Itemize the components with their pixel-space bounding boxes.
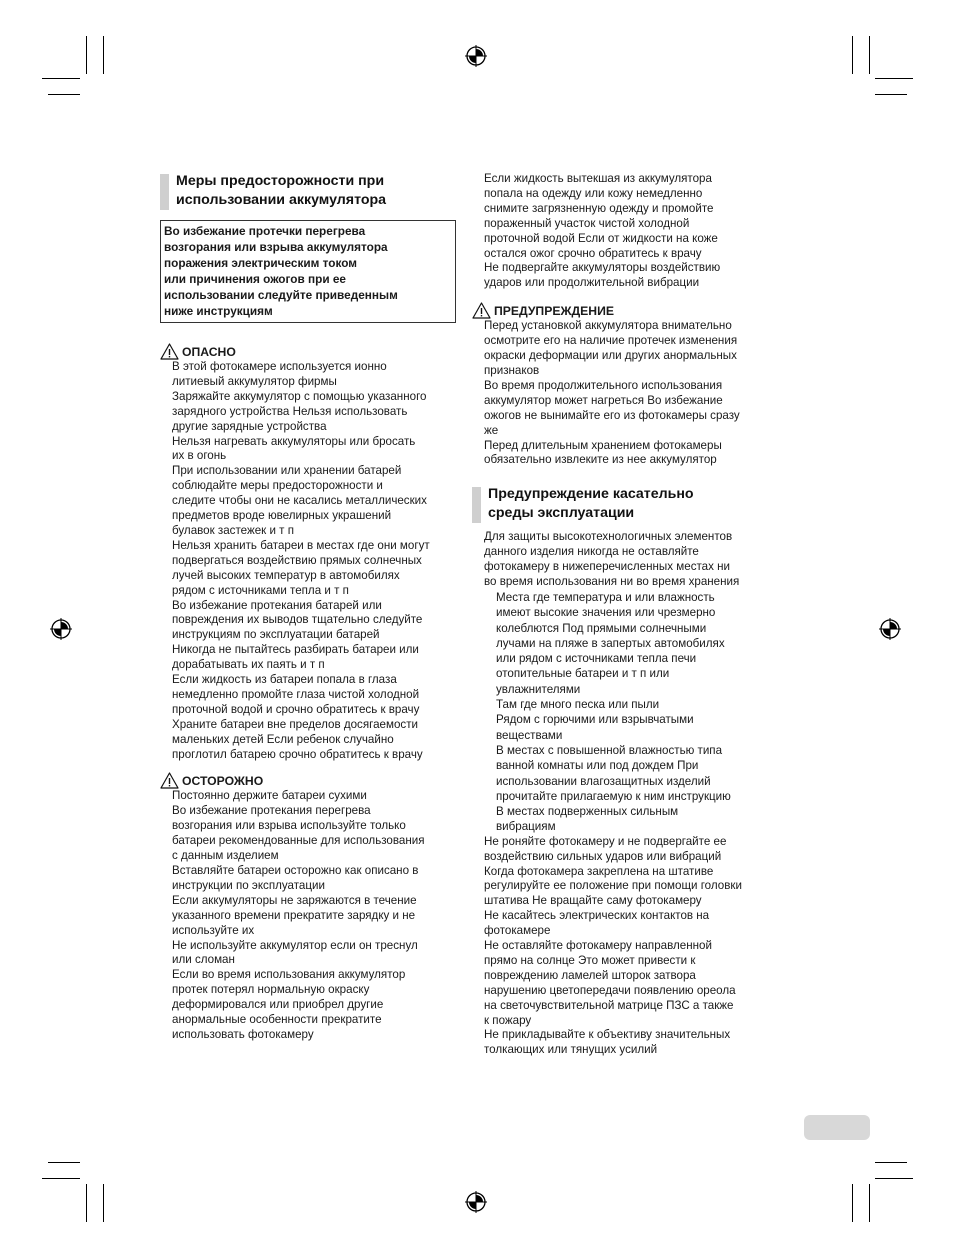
text-line: остался ожог срочно обратитесь к врачу	[484, 246, 702, 260]
text-line: колеблются Под прямыми солнечными	[496, 621, 707, 635]
warning-triangle-icon	[472, 302, 491, 319]
text-line: Не используйте аккумулятор если он треснул	[172, 938, 418, 952]
warning-heading	[472, 302, 772, 319]
text-line: на светочувствительной матрице ПЗС а также	[484, 998, 734, 1012]
text-line: нарушению цветопередачи появлению ореола	[484, 983, 736, 997]
text-line: Перед длительным хранением фотокамеры	[484, 438, 722, 452]
crop-mark	[875, 94, 907, 95]
text-line: ожогов не вынимайте его из фотокамеры сразу	[484, 408, 740, 422]
section-title-line: Меры предосторожности при	[176, 173, 385, 189]
text-line: признаков	[484, 363, 540, 377]
warning-triangle-icon	[160, 772, 179, 789]
text-line: обязательно извлеките из нее аккумулятор	[484, 453, 717, 467]
text-line: Если жидкость вытекшая из аккумулятора	[484, 172, 712, 185]
text-line: Не прикладывайте к объективу значительных	[484, 1028, 731, 1042]
text-line: воздействию сильных ударов или вибраций	[484, 849, 722, 863]
text-line: отопительные батареи и т п или	[496, 667, 670, 681]
crop-mark	[875, 78, 913, 79]
crop-mark	[42, 1178, 80, 1179]
crop-mark	[86, 1184, 87, 1222]
text-line: Во время продолжительного использования	[484, 378, 723, 392]
text-line: использовании влагозащитных изделий	[496, 774, 711, 788]
danger-list	[160, 360, 456, 762]
text-line: Перед установкой аккумулятора внимательно	[484, 319, 732, 333]
text-line: зарядного устройства Нельзя использовать	[172, 404, 408, 418]
text-line: прочитайте прилагаемую к ним инструкцию	[496, 789, 731, 803]
text-line: проточной водой и срочно обратитесь к врачу	[172, 702, 420, 716]
text-line: инструкциям по эксплуатации батарей	[172, 628, 380, 642]
box-line: или причинения ожогов при ее	[164, 272, 346, 286]
box-line: ниже инструкциям	[164, 304, 273, 318]
text-line: Если жидкость из батареи попала в глаза	[172, 673, 397, 687]
text-line: протек потерял нормальную окраску	[172, 983, 370, 997]
text-line: немедленно промойте глаза чистой холодной	[172, 687, 420, 701]
text-line: Вставляйте батареи осторожно как описано в	[172, 864, 419, 877]
registration-mark-icon	[465, 1191, 487, 1213]
text-line: Не касайтесь электрических контактов на	[484, 909, 710, 923]
text-line: инструкции по эксплуатации	[172, 878, 325, 892]
text-line: лучами на пляже в запертых автомобилях	[496, 636, 725, 650]
crop-mark	[875, 1178, 913, 1179]
text-line: рядом с источниками тепла и т п	[172, 583, 349, 597]
text-line: или рядом с источниками тепла печи	[496, 652, 697, 666]
text-line: проглотил батарею срочно обратитесь к врачу	[172, 747, 423, 761]
text-line: ванной комнаты или под дождем При	[496, 759, 699, 773]
text-line: Нельзя нагревать аккумуляторы или бросать	[172, 434, 416, 448]
text-line: булавок застежек и т п	[172, 523, 294, 537]
warning-triangle-icon	[160, 343, 179, 360]
section-title-battery	[160, 172, 456, 210]
text-line: с данным изделием	[172, 849, 279, 863]
text-line: штатива Не вращайте саму фотокамеру	[484, 894, 702, 908]
registration-mark-icon	[50, 618, 72, 640]
text-line: проточной водой Если от жидкости на коже	[484, 231, 718, 245]
registration-mark-icon	[879, 618, 901, 640]
danger-label: ОПАСНО	[182, 344, 236, 359]
text-line: деформировался или приобрел другие	[172, 998, 384, 1012]
text-line: пораженный участок чистой холодной	[484, 216, 690, 230]
box-line: Во избежание протечки перегрева	[164, 224, 366, 238]
environment-intro	[472, 530, 772, 590]
text-line: фотокамеру в нижеперечисленных местах ни	[484, 560, 731, 574]
text-line: Там где много песка или пыли	[496, 698, 660, 712]
text-line: маленьких детей Если ребенок случайно	[172, 732, 394, 746]
text-line: другие зарядные устройства	[172, 419, 327, 433]
text-line: Никогда не пытайтесь разбирать батареи или	[172, 643, 419, 657]
text-line: При использовании или хранении батарей	[172, 464, 402, 478]
text-line: Постоянно держите батареи сухими	[172, 789, 367, 803]
text-line: Во избежание протекания перегрева	[172, 804, 371, 818]
text-line: фотокамере	[484, 924, 551, 938]
section-title-line: использовании аккумулятора	[176, 192, 387, 208]
text-line: лучей высоких температур в автомобилях	[172, 568, 400, 582]
text-line: батареи рекомендованные для использования	[172, 834, 425, 848]
caution-list	[160, 789, 456, 1042]
text-line: повреждения их выводов тщательно следуйте	[172, 613, 423, 627]
text-line: Храните батареи вне пределов досягаемости	[172, 717, 419, 731]
text-line: к пожару	[484, 1013, 532, 1027]
warning-list	[472, 319, 772, 468]
text-line: Если во время использования аккумулятор	[172, 968, 406, 982]
text-line: дорабатывать их паять и т п	[172, 658, 325, 672]
text-line: во время использования ни во время хранения	[484, 575, 740, 589]
instruction-box	[160, 220, 456, 323]
text-line: аккумулятор может нагреться Во избежание	[484, 393, 723, 407]
box-line: возгорания или взрыва аккумулятора	[164, 240, 388, 254]
box-line: использовании следуйте приведенным	[164, 288, 398, 302]
text-line: увлажнителями	[496, 682, 581, 696]
crop-mark	[875, 1162, 907, 1163]
text-line: ударов или продолжительной вибрации	[484, 276, 700, 290]
crop-mark	[48, 1162, 80, 1163]
text-line: Места где температура и или влажность	[496, 590, 715, 604]
text-line: толкающих или тянущих усилий	[484, 1043, 658, 1057]
warning-label: ПРЕДУПРЕЖДЕНИЕ	[494, 303, 614, 318]
text-line: прямо на солнце Это может привести к	[484, 953, 696, 967]
crop-mark	[869, 1184, 870, 1222]
text-line: Для защиты высокотехнологичных элементов	[484, 530, 733, 544]
left-column	[160, 172, 456, 1043]
text-line: Нельзя хранить батареи в местах где они могут	[172, 538, 430, 552]
text-line: указанного времени прекратите зарядку и не	[172, 908, 416, 922]
text-line: возгорания или взрыва используйте только	[172, 819, 406, 833]
section-title-line: среды эксплуатации	[488, 505, 635, 522]
danger-heading	[160, 343, 456, 360]
text-line: В этой фотокамере используется ионно	[172, 360, 387, 373]
environment-rules	[472, 835, 772, 1059]
crop-mark	[42, 78, 80, 79]
crop-mark	[852, 36, 853, 74]
text-line: использовать фотокамеру	[172, 1027, 314, 1041]
text-line: следите чтобы они не касались металлических	[172, 494, 427, 508]
box-line: поражения электрическим током	[164, 256, 357, 270]
heading-bar	[160, 174, 169, 210]
text-line: используйте их	[172, 923, 255, 937]
text-line: снимите загрязненную одежду и промойте	[484, 201, 714, 215]
registration-mark-icon	[465, 45, 487, 67]
text-line: же	[484, 423, 499, 437]
leak-instructions	[472, 172, 772, 291]
crop-mark	[86, 36, 87, 74]
text-line: их в огонь	[172, 449, 227, 463]
text-line: повреждению ламелей шторок затвора	[484, 968, 696, 982]
text-line: литиевый аккумулятор фирмы	[172, 374, 337, 388]
text-line: осмотрите его на наличие протечек изменения	[484, 334, 738, 348]
text-line: Заряжайте аккумулятор с помощью указанного	[172, 389, 427, 403]
heading-bar	[472, 487, 481, 523]
text-line: вибрациям	[496, 820, 556, 834]
text-line: предметов вроде ювелирных украшений	[172, 509, 392, 523]
text-line: или сломан	[172, 953, 235, 967]
page-number-badge	[804, 1115, 870, 1140]
text-line: В местах подверженных сильным	[496, 805, 679, 819]
text-line: Не подвергайте аккумуляторы воздействию	[484, 261, 721, 275]
text-line: подвергаться воздействию прямых солнечных	[172, 553, 422, 567]
section-title-line: Предупреждение касательно	[488, 486, 694, 503]
section-title-environment	[472, 485, 772, 523]
text-line: соблюдайте меры предосторожности и	[172, 479, 383, 493]
text-line: Во избежание протекания батарей или	[172, 598, 382, 612]
text-line: веществами	[496, 728, 563, 742]
crop-mark	[48, 94, 80, 95]
text-line: Не роняйте фотокамеру и не подвергайте ее	[484, 834, 727, 848]
text-line: Не оставляйте фотокамеру направленной	[484, 939, 712, 953]
text-line: В местах с повышенной влажностью типа	[496, 743, 723, 757]
text-line: попала на одежду или кожу немедленно	[484, 186, 703, 200]
caution-heading	[160, 772, 456, 789]
right-column	[472, 172, 772, 1058]
environment-places-list	[472, 590, 772, 835]
text-line: Когда фотокамера закреплена на штативе	[484, 864, 714, 878]
text-line: Если аккумуляторы не заряжаются в течение	[172, 893, 417, 907]
text-line: окраски деформации или других анормальных	[484, 349, 737, 363]
crop-mark	[869, 36, 870, 74]
text-line: имеют высокие значения или чрезмерно	[496, 606, 716, 620]
text-line: анормальные особенности прекратите	[172, 1013, 382, 1027]
crop-mark	[103, 36, 104, 74]
text-line: Рядом с горючими или взрывчатыми	[496, 713, 694, 727]
text-line: регулируйте ее положение при помощи головки	[484, 879, 742, 893]
caution-label: ОСТОРОЖНО	[182, 773, 264, 788]
crop-mark	[852, 1184, 853, 1222]
crop-mark	[103, 1184, 104, 1222]
text-line: данного изделия никогда не оставляйте	[484, 545, 699, 559]
